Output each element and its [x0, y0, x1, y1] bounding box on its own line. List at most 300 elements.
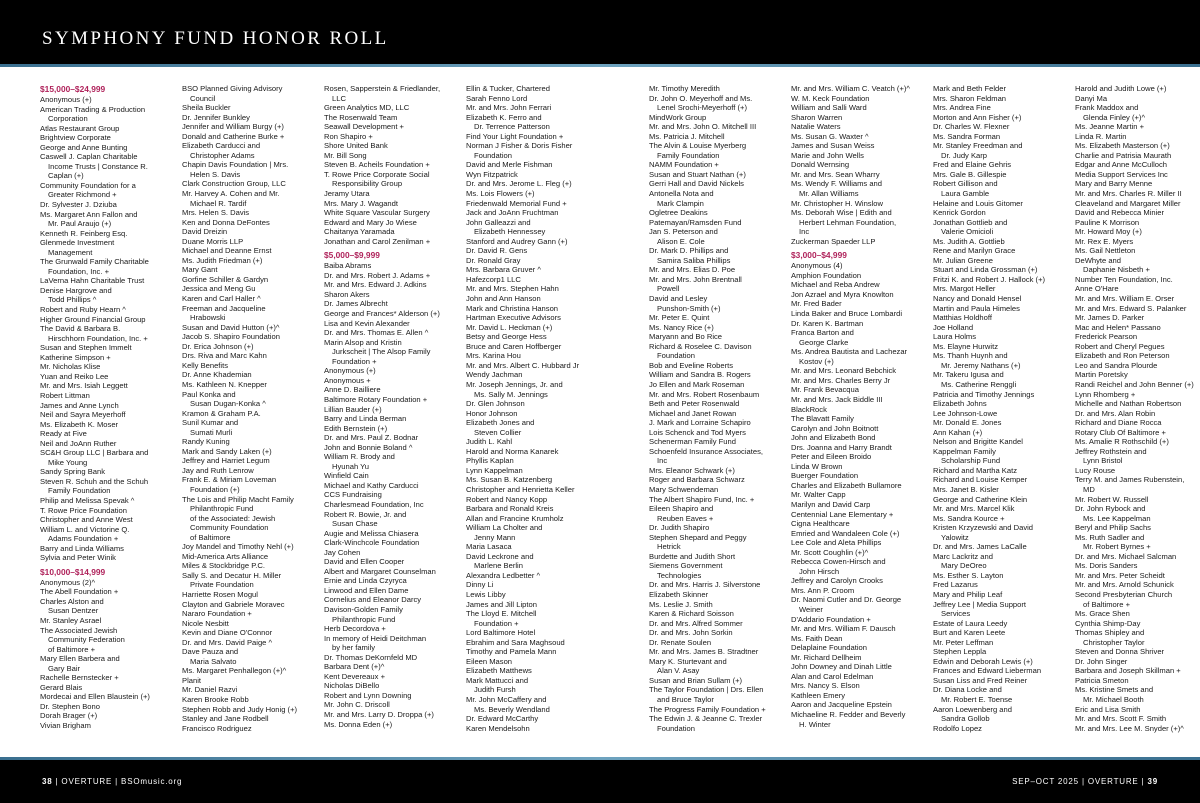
donor-entry: Alison E. Cole [657, 236, 705, 246]
donor-entry: Robert R. Bowie, Jr. and [324, 509, 407, 519]
left-footer-text: | OVERTURE | BSOmusic.org [55, 777, 183, 786]
donor-entry: Foundation [657, 723, 695, 733]
donor-entry: Kenneth R. Feinberg Esq. [40, 228, 128, 238]
donor-entry: Dr. Naomi Cutler and Dr. George [791, 595, 902, 605]
donor-entry: Kent Devereaux + [324, 671, 385, 681]
donor-entry: Bob and Eveline Roberts [649, 360, 734, 370]
donor-entry: Ms. Susan G. Waxter ^ [791, 131, 869, 141]
donor-entry: Mrs. Mary J. Wagandt [324, 198, 398, 208]
donor-entry: Burdette and Judith Short [649, 551, 736, 561]
donor-entry: Alan V. Asay [657, 666, 700, 676]
donor-entry: Anonymous (+) [324, 366, 376, 376]
donor-entry: Dr. Thomas DeKornfeld MD [324, 652, 418, 662]
donor-entry: Ms. Donna Eden (+) [324, 719, 393, 729]
donor-entry: Scholarship Fund [941, 456, 1001, 466]
donor-entry: Vivian Brigham [40, 721, 91, 730]
donor-entry: Kenrick Gordon [933, 208, 986, 218]
donor-entry: Mary Schwendeman [649, 484, 719, 494]
donor-entry: Frank Maddox and [1075, 103, 1139, 113]
donor-entry: George and Anne Bunting [40, 142, 128, 152]
donor-entry: Community Foundation [190, 523, 269, 533]
donor-entry: Aaron Loewenberg and [933, 704, 1012, 714]
donor-entry: George Clarke [799, 337, 849, 347]
donor-entry: of Baltimore [190, 532, 231, 542]
donor-entry: Mark and Sandy Laken (+) [182, 446, 272, 456]
donor-entry: Donald and Catherine Burke + [182, 131, 285, 141]
donor-entry: Honor Johnson [466, 408, 518, 418]
donor-entry: William R. Brody and [324, 452, 395, 462]
donor-entry: Yuan and Reiko Lee [40, 371, 109, 381]
donor-entry: of the Associated: Jewish [190, 513, 276, 523]
honor-roll-columns [40, 84, 1194, 754]
donor-entry: Ron Shapiro + [324, 131, 373, 141]
donor-entry: Barry and Linda Williams [40, 543, 124, 553]
donor-entry: Mary and Barry Menne [1075, 179, 1153, 189]
donor-entry: Kathleen Emery [791, 690, 846, 700]
donor-entry: James and Jill Lipton [466, 599, 537, 609]
donor-entry: Mr. and Mrs. Edward J. Adkins [324, 280, 427, 290]
donor-entry: Christopher Taylor [1083, 637, 1145, 647]
donor-entry: William L. and Victorine Q. [40, 524, 130, 534]
donor-entry: Dr. and Mrs. Harris J. Silverstone [649, 580, 761, 590]
donor-entry: Joy Mandel and Timothy Nehl (+) [182, 542, 294, 552]
donor-entry: Michaeline R. Fedder and Beverly [791, 710, 906, 719]
donor-entry: Ms. Kristine Smets and [1075, 685, 1154, 695]
donor-entry: Mr. Robert W. Russell [1075, 494, 1149, 504]
donor-entry: Nicholas DiBello [324, 681, 380, 691]
section-heading: $3,000–$4,999 [791, 250, 847, 261]
donor-entry: Mid-America Arts Alliance [182, 551, 269, 561]
donor-entry: Charlie and Patrisia Maurath [1075, 150, 1172, 160]
donor-entry: The Abell Foundation + [40, 587, 119, 597]
donor-entry: Mary Ellen Barbera and [40, 654, 120, 664]
donor-entry: Dr. Erica Johnson (+) [182, 341, 254, 351]
donor-entry: Christopher and Anne West [40, 515, 133, 525]
donor-entry: Dr. Jennifer Bunkley [182, 112, 250, 122]
donor-entry: Mr. Jeremy Nathans (+) [941, 360, 1021, 370]
donor-entry: Edgar and Anne McCulloch [1075, 160, 1168, 170]
donor-entry: Ms. Jeanne Martin + [1075, 122, 1145, 132]
donor-entry: MD [1083, 484, 1095, 494]
donor-entry: Stanford and Audrey Gann (+) [466, 236, 568, 246]
donor-entry: Mr. Scott Coughlin (+)^ [791, 547, 869, 557]
donor-entry: Pauline K Morrison [1075, 217, 1140, 227]
donor-entry: Leo and Sandra Plourde [1075, 360, 1158, 370]
donor-entry: Income Trusts | Constance R. [48, 161, 148, 171]
donor-entry: Dr. Diana Locke and [933, 685, 1002, 695]
donor-entry: Lynn Rhomberg + [1075, 389, 1136, 399]
donor-entry: Hirschhorn Foundation, Inc. + [48, 333, 148, 343]
donor-entry: Timothy and Pamela Mann [466, 647, 557, 657]
donor-entry: Elizabeth Skinner [649, 589, 709, 599]
donor-entry: Roger and Barbara Schwarz [649, 475, 745, 485]
donor-entry: Kostov (+) [799, 356, 834, 366]
donor-entry: Mr. Michael Booth [1083, 695, 1144, 704]
donor-entry: Gerard Blais [40, 682, 83, 692]
donor-entry: Cornelius and Eleanor Darcy [324, 595, 422, 605]
donor-entry: Dr. Terrence Patterson [474, 122, 550, 132]
donor-entry: Todd Phillips ^ [48, 295, 97, 305]
right-footer-text: SEP–OCT 2025 | OVERTURE | [1012, 777, 1145, 786]
donor-entry: Family Foundation [48, 486, 111, 496]
donor-entry: Jeramy Utara [324, 189, 370, 199]
donor-entry: Mr. Peter Leffman [933, 637, 994, 647]
donor-entry: Ms. Amalie R Rothschild (+) [1075, 437, 1169, 447]
donor-entry: Dr. and Mrs. Jerome L. Fleg (+) [466, 179, 572, 189]
donor-entry: Lee Johnson-Lowe [933, 408, 998, 418]
donor-entry: Linwood and Ellen Dame [324, 585, 409, 595]
donor-entry: Ms. Sandra Forman [933, 131, 1001, 141]
donor-entry: Dr. and Mrs. Alan Robin [1075, 408, 1156, 418]
donor-entry: Randi Reichel and John Benner (+) [1075, 379, 1194, 389]
donor-entry: Michael and Deanne Ernst [182, 246, 272, 256]
donor-entry: Community Federation [48, 635, 125, 645]
donor-entry: David Leckrone and [466, 551, 534, 561]
donor-entry: Foundation [474, 150, 512, 160]
donor-entry: by her family [332, 643, 376, 653]
donor-entry: Paul Konka and [182, 389, 236, 399]
donor-entry: Stephen Leppla [933, 647, 987, 657]
donor-entry: Kappelman Family [933, 446, 996, 456]
donor-entry: Antonella Nota and [649, 189, 714, 199]
section-heading: $5,000–$9,999 [324, 250, 380, 261]
donor-entry: Susan and Brian Sullam (+) [649, 675, 743, 685]
donor-entry: Steven and Donna Shriver [1075, 647, 1165, 657]
donor-entry: Sally S. and Decatur H. Miller [182, 570, 282, 580]
donor-entry: Davison-Golden Family [324, 604, 403, 614]
donor-entry: Mr. and Mrs. John Ferrari [466, 103, 552, 113]
donor-entry: Mr. Richard Dellheim [791, 652, 862, 662]
donor-entry: Marc Lackritz and [933, 551, 993, 561]
donor-entry: Mr. and Mrs. Larry D. Droppa (+) [324, 710, 434, 719]
donor-entry: H. Winter [799, 719, 831, 729]
donor-entry: Franca Barton and [791, 328, 854, 338]
donor-entry: Miles & Stockbridge P.C. [182, 561, 266, 571]
donor-entry: Patemayan/Ramsden Fund [649, 217, 742, 227]
donor-entry: Higher Ground Financial Group [40, 314, 146, 324]
donor-entry: Karen and Carl Haller ^ [182, 294, 261, 304]
column-4 [466, 84, 601, 754]
donor-entry: Herbert Lehman Foundation, [799, 217, 897, 227]
donor-entry: Richard and Diane Rocca [1075, 418, 1162, 428]
donor-entry: Siemens Government [649, 561, 723, 571]
donor-entry: Mr. and Mrs. Marcel Klik [933, 504, 1015, 514]
donor-entry: Richard and Martha Katz [933, 465, 1017, 475]
donor-entry: Charles and Elizabeth Bullamore [791, 480, 902, 490]
donor-entry: Barbara Dent (+)^ [324, 662, 385, 672]
donor-entry: Frederick Pearson [1075, 332, 1138, 342]
donor-entry: John Galleazzi and [466, 217, 531, 227]
donor-entry: Adams Foundation + [48, 534, 119, 544]
donor-entry: Mr. John McCaffery and [466, 695, 547, 704]
donor-entry: Robert and Ruby Hearn ^ [40, 305, 126, 315]
donor-entry: Matthias Holdhoff [933, 313, 992, 323]
donor-entry: Sarah Fenno Lord [466, 93, 528, 103]
donor-entry: Drs. Joanna and Harry Brandt [791, 442, 892, 452]
donor-entry: Richard & Roselee C. Davison [649, 341, 752, 351]
donor-entry: Nelson and Brigitte Kandel [933, 437, 1023, 447]
donor-entry: Terry M. and James Rubenstein, [1075, 475, 1185, 485]
donor-entry: Michael and Janet Rowan [649, 408, 737, 418]
donor-entry: Daphanie Nisbeth + [1083, 265, 1150, 275]
donor-entry: Dr. and Mrs. Michael Salcman [1075, 551, 1177, 561]
donor-entry: Bruce and Caren Hoffberger [466, 341, 562, 351]
donor-entry: Anonymous (4) [791, 261, 843, 271]
donor-entry: Beryl and Philip Sachs [1075, 523, 1151, 533]
donor-entry: J. Mark and Lorraine Schapiro [649, 418, 751, 428]
donor-entry: Dr. James Albrecht [324, 299, 388, 309]
donor-entry: Drs. Riva and Marc Kahn [182, 351, 267, 361]
donor-entry: Mrs. Eleanor Schwark (+) [649, 465, 735, 475]
donor-entry: Cigna Healthcare [791, 519, 850, 529]
donor-entry: Ms. Judith A. Gottlieb [933, 236, 1005, 246]
donor-entry: MindWork Group [649, 112, 707, 122]
donor-entry: Ann Kahan (+) [933, 427, 983, 437]
donor-entry: Mr. Bill Song [324, 150, 367, 160]
donor-entry: Gorfine Schiller & Gardyn [182, 274, 269, 284]
donor-entry: Atlas Restaurant Group [40, 123, 120, 133]
donor-entry: Joe Holland [933, 322, 974, 332]
donor-entry: Mr. and Mrs. William C. Veatch (+)^ [791, 84, 910, 93]
donor-entry: Rotary Club Of Baltimore + [1075, 427, 1166, 437]
donor-entry: Katherine Simpson + [40, 352, 111, 362]
donor-entry: Chaitanya Yaramada [324, 227, 395, 237]
donor-entry: Dr. Charles W. Flexner [933, 122, 1010, 132]
donor-entry: of Baltimore + [1083, 599, 1131, 609]
donor-entry: Nicole Nesbitt [182, 618, 229, 628]
donor-entry: Ms. Elayne Hurwitz [933, 341, 998, 351]
donor-entry: Punshon-Smith (+) [657, 303, 721, 313]
donor-entry: Hartman Executive Advisors [466, 313, 561, 323]
donor-entry: Philanthropic Fund [332, 614, 396, 624]
donor-entry: Harold and Norma Kanarek [466, 446, 559, 456]
donor-entry: Denise Hargrove and [40, 285, 112, 295]
donor-entry: Mordecai and Ellen Blaustein (+) [40, 692, 150, 702]
donor-entry: Aaron and Jacqueline Epstein [791, 700, 892, 710]
donor-entry: Dr. John O. Meyerhoff and Ms. [649, 93, 753, 103]
donor-entry: Norman J Fisher & Doris Fisher [466, 141, 573, 151]
donor-entry: Planit [182, 675, 201, 685]
donor-entry: The Lloyd E. Mitchell [466, 609, 537, 619]
donor-entry: Thomas Shipley and [1075, 628, 1145, 638]
donor-entry: Ms. Faith Dean [791, 633, 843, 643]
donor-entry: The David & Barbara B. [40, 324, 121, 334]
donor-entry: White Square Vascular Surgery [324, 208, 430, 218]
donor-entry: Mr. and Mrs. Edward S. Palanker [1075, 303, 1187, 313]
donor-entry: Ms. Catherine Renggli [941, 379, 1017, 389]
donor-entry: Mr. and Mrs. Jack Biddle III [791, 394, 883, 404]
donor-entry: Schoenfeld Insurance Associates, [649, 446, 763, 456]
donor-entry: Lenel Srochi-Meyerhoff (+) [657, 103, 747, 113]
donor-entry: Dr. Sylvester J. Dziuba [40, 200, 117, 210]
donor-entry: Harold and Judith Lowe (+) [1075, 84, 1167, 93]
donor-entry: Mary K. Sturtevant and [649, 656, 727, 666]
donor-entry: Philip and Melissa Spevak ^ [40, 495, 135, 505]
donor-entry: Ms. Gail Nettleton [1075, 246, 1136, 256]
donor-entry: The Lois and Philip Macht Family [182, 494, 294, 504]
donor-entry: Sylvia and Peter Winik [40, 553, 116, 563]
donor-entry: Ms. Elizabeth Masterson (+) [1075, 141, 1170, 151]
donor-entry: Dr. Judith Shapiro [649, 523, 710, 533]
donor-entry: Dr. Anne Khademian [182, 370, 252, 380]
donor-entry: Lillian Bauder (+) [324, 404, 382, 414]
donor-entry: Winfield Cain [324, 471, 369, 481]
donor-entry: Rene and Marilyn Grace [933, 246, 1016, 256]
donor-entry: George and Frances* Alderson (+) [324, 309, 440, 319]
donor-entry: Laura Gamble [941, 189, 990, 199]
donor-entry: of Baltimore + [48, 644, 96, 654]
donor-entry: Ms. Kathleen N. Knepper [182, 379, 267, 389]
donor-entry: Dorah Brager (+) [40, 711, 98, 721]
donor-entry: Ms. Ruth Sadler and [1075, 532, 1145, 542]
donor-entry: Hafezcorp1 LLC [466, 274, 521, 284]
donor-entry: Ms. Margaret Penhallegon (+)^ [182, 666, 287, 676]
donor-entry: Schenerman Family Fund [649, 437, 736, 447]
donor-entry: Fritzi K. and Robert J. Hallock (+) [933, 274, 1046, 284]
column-7 [933, 84, 1068, 754]
donor-entry: Lisa and Kevin Alexander [324, 318, 410, 328]
donor-entry: Michael and Kathy Carducci [324, 480, 419, 490]
donor-entry: Ms. Deborah Wise | Edith and [791, 208, 892, 218]
donor-entry: Dr. and Mrs. Alfred Sommer [649, 618, 743, 628]
donor-entry: Jurkscheit | The Alsop Family [332, 347, 431, 357]
donor-entry: Steven R. Schuh and the Schuh [40, 476, 149, 486]
donor-entry: Karen & Richard Soisson [649, 609, 734, 619]
donor-entry: Fred and Elaine Gehris [933, 160, 1012, 170]
donor-entry: Patricia Smeton [1075, 675, 1129, 685]
donor-entry: Jeffrey and Carolyn Crooks [791, 576, 883, 586]
donor-entry: Lee Cole and Aleta Phillips [791, 538, 882, 548]
donor-entry: Sunil Kumar and [182, 418, 239, 428]
donor-entry: Dr. John Singer [1075, 656, 1128, 666]
donor-entry: Gary Bair [48, 663, 81, 673]
donor-entry: Mr. David L. Heckman (+) [466, 322, 553, 332]
donor-entry: Carolyn and John Boitnott [791, 423, 879, 433]
donor-entry: Mr. Joseph Jennings, Jr. and [466, 379, 563, 389]
donor-entry: Mr. and Mrs. Albert C. Hubbard Jr [466, 360, 580, 370]
donor-entry: Phyllis Kaplan [466, 456, 514, 466]
donor-entry: Dave Pauza and [182, 647, 239, 657]
donor-entry: Dr. and Mrs. James LaCalle [933, 542, 1027, 552]
donor-entry: Anonymous + [324, 375, 371, 385]
donor-entry: Maria Salvato [190, 656, 237, 666]
donor-entry: Michelle and Nathan Robertson [1075, 399, 1182, 409]
donor-entry: Mark Clampin [657, 198, 704, 208]
donor-entry: Donald Wernsing [791, 160, 850, 170]
donor-entry: Foundation + [474, 618, 519, 628]
donor-entry: Mr. Stanley Asrael [40, 615, 102, 625]
donor-entry: Marin Alsop and Kristin [324, 337, 402, 347]
donor-entry: and Bruce Taylor [657, 695, 714, 704]
donor-entry: Edward and Mary Jo Wiese [324, 217, 417, 227]
donor-entry: Frank E. & Miriam Loveman [182, 475, 277, 485]
donor-entry: Mr. Howard Moy (+) [1075, 227, 1142, 237]
donor-entry: Edwin and Deborah Lewis (+) [933, 656, 1033, 666]
donor-entry: Stephen Robb and Judy Honig (+) [182, 704, 298, 714]
donor-entry: DeWhyte and [1075, 255, 1122, 265]
donor-entry: Dr. David R. Gens [466, 246, 528, 256]
donor-entry: Ken and Donna DeFontes [182, 217, 270, 227]
donor-entry: Clark-Winchcole Foundation [324, 538, 420, 548]
donor-entry: Marie and John Wells [791, 150, 864, 160]
donor-entry: Technologies [657, 570, 702, 580]
donor-entry: Ms. Elizabeth K. Moser [40, 419, 119, 429]
donor-entry: Betsy and George Hess [466, 332, 547, 342]
donor-entry: Richard and Louise Kemper [933, 475, 1028, 485]
donor-entry: Mrs. Helen S. Davis [182, 208, 250, 218]
donor-entry: Hetrick [657, 542, 681, 552]
donor-entry: Rosen, Sapperstein & Friedlander, [324, 84, 441, 93]
header-accent-rule [0, 64, 1200, 67]
donor-entry: Ms. Lois Flowers (+) [466, 189, 535, 199]
donor-entry: Mr. and Mrs. John O. Mitchell III [649, 122, 757, 132]
section-heading: $10,000–$14,999 [40, 566, 106, 577]
donor-entry: Stephen Shepard and Peggy [649, 532, 747, 542]
donor-entry: Mary and Philip Leaf [933, 589, 1003, 599]
left-page-number: 38 [42, 777, 53, 786]
donor-entry: The Rosenwald Team [324, 112, 398, 122]
donor-entry: Susan Liss and Fred Reiner [933, 675, 1028, 685]
footer-left [42, 777, 182, 786]
donor-entry: BlackRock [791, 404, 827, 414]
donor-entry: Harriette Rosen Mogul [182, 589, 258, 599]
column-6 [791, 84, 926, 754]
donor-entry: Ms. Thanh Huynh and [933, 351, 1008, 361]
donor-entry: Dr. Ronald Gray [466, 255, 521, 265]
donor-entry: Family Foundation [657, 150, 720, 160]
donor-entry: Ms. Patricia J. Mitchell [649, 131, 725, 141]
donor-entry: Mary DeOreo [941, 561, 987, 571]
donor-entry: Mr. and Mrs. Leonard Bebchick [791, 366, 897, 376]
donor-entry: Cleaveland and Margaret Miller [1075, 198, 1181, 208]
donor-entry: Dr. and Mrs. Paul Z. Bodnar [324, 433, 419, 443]
donor-entry: Clayton and Gabriele Moravec [182, 599, 285, 609]
donor-entry: Mark and Beth Felder [933, 84, 1007, 93]
donor-entry: Baltimore Rotary Foundation + [324, 394, 428, 404]
donor-entry: Mr. James D. Parker [1075, 313, 1145, 323]
donor-entry: Mr. and Mrs. James B. Stradtner [649, 647, 759, 657]
donor-entry: Ms. Judith Friedman (+) [182, 255, 263, 265]
donor-entry: Mark and Christina Hanson [466, 303, 559, 313]
donor-entry: Freeman and Jacqueline [182, 303, 266, 313]
donor-entry: Council [190, 93, 216, 103]
donor-entry: Chapin Davis Foundation | Mrs. [182, 160, 289, 170]
donor-entry: The Grunwald Family Charitable [40, 257, 149, 267]
donor-entry: David Dreizin [182, 227, 228, 237]
donor-entry: Albert and Margaret Counselman [324, 566, 436, 576]
donor-entry: Foundation, Inc. + [48, 266, 110, 276]
donor-entry: Mr. Daniel Razvi [182, 685, 238, 695]
donor-entry: Dr. Mark D. Phillips and [649, 246, 729, 256]
donor-entry: Lynn Bristol [1083, 456, 1123, 466]
right-page-number: 39 [1147, 777, 1158, 786]
donor-entry: Wendy Jachman [466, 370, 523, 380]
column-3 [324, 84, 459, 754]
donor-entry: Mr. Takeru Igusa and [933, 370, 1004, 380]
donor-entry: Charlesmead Foundation, Inc [324, 499, 424, 509]
donor-entry: Management [48, 247, 93, 257]
donor-entry: Dr. John Rybock and [1075, 504, 1146, 514]
donor-entry: Elizabeth Matthews [466, 666, 532, 676]
donor-entry: Caplan (+) [48, 171, 84, 181]
donor-entry: Jay and Ruth Lenrow [182, 465, 254, 475]
donor-entry: Foundation [657, 351, 695, 361]
donor-entry: Foundation + [332, 356, 377, 366]
donor-entry: Christopher Adams [190, 150, 255, 160]
donor-entry: Dr. and Mrs. Thomas E. Allen ^ [324, 328, 429, 338]
donor-entry: Michael R. Tardif [190, 198, 247, 208]
donor-entry: Mr. Christopher H. Winslow [791, 198, 883, 208]
